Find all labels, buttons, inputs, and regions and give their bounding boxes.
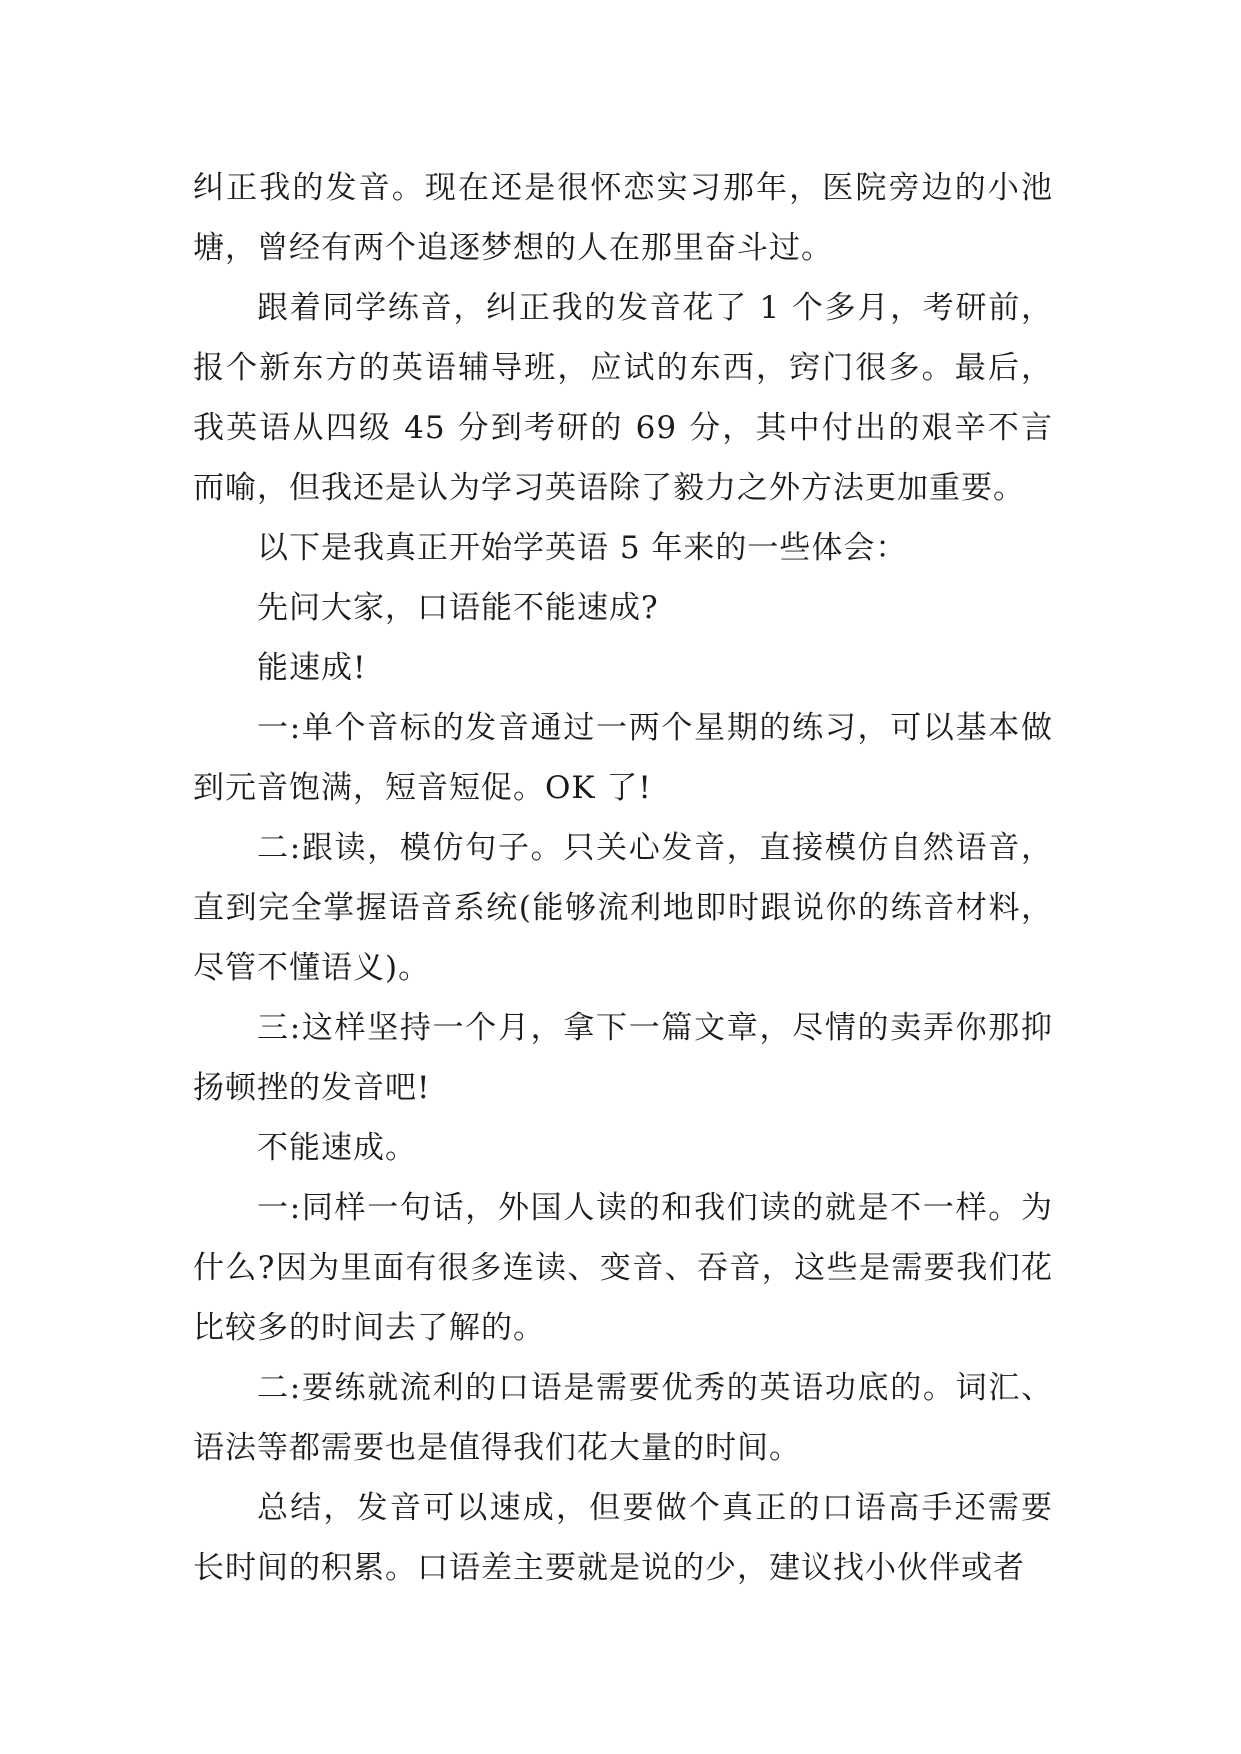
paragraph: 跟着同学练音，纠正我的发音花了 1 个多月，考研前，报个新东方的英语辅导班，应试的东西，窍门很多。最后，我英语从四级 45 分到考研的 69 分，其中付出的艰辛不言而喻，但我还是认为学习英语除了毅力之外方法更加重要。 <box>193 290 1053 506</box>
paragraph: 纠正我的发音。现在还是很怀恋实习那年，医院旁边的小池塘，曾经有两个追逐梦想的人在那里奋斗过。 <box>193 170 1053 266</box>
paragraph: 总结，发音可以速成，但要做个真正的口语高手还需要长时间的积累。口语差主要就是说的少，建议找小伙伴或者 <box>193 1490 1053 1586</box>
document-body <box>193 158 1053 1598</box>
paragraph: 二:跟读，模仿句子。只关心发音，直接模仿自然语音，直到完全掌握语音系统(能够流利地即时跟说你的练音材料，尽管不懂语义)。 <box>193 830 1053 986</box>
paragraph: 一:同样一句话，外国人读的和我们读的就是不一样。为什么?因为里面有很多连读、变音、吞音，这些是需要我们花比较多的时间去了解的。 <box>193 1190 1053 1346</box>
paragraph: 一:单个音标的发音通过一两个星期的练习，可以基本做到元音饱满，短音短促。OK 了! <box>193 710 1053 806</box>
paragraph: 不能速成。 <box>257 1130 417 1166</box>
paragraph: 二:要练就流利的口语是需要优秀的英语功底的。词汇、语法等都需要也是值得我们花大量的时间。 <box>193 1370 1053 1466</box>
paragraph: 以下是我真正开始学英语 5 年来的一些体会： <box>257 530 908 566</box>
paragraph: 先问大家，口语能不能速成? <box>257 590 659 626</box>
paragraph: 三:这样坚持一个月，拿下一篇文章，尽情的卖弄你那抑扬顿挫的发音吧! <box>193 1010 1053 1106</box>
paragraph: 能速成! <box>257 650 367 686</box>
